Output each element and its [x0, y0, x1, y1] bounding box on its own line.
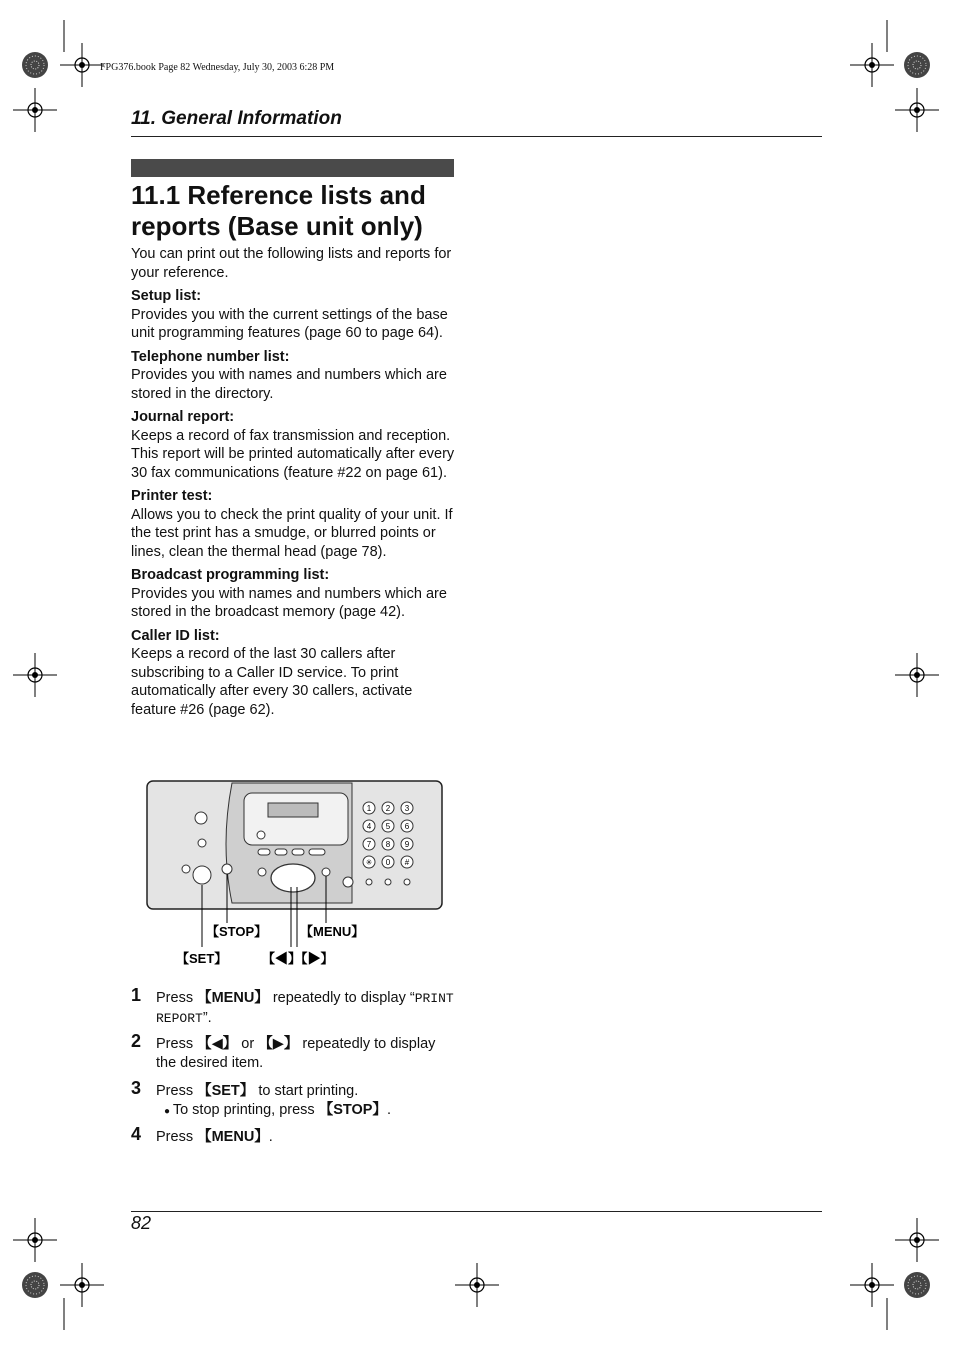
- label-set: 【SET】: [176, 951, 228, 966]
- keypad-key-6: 6: [404, 822, 410, 831]
- entry-telephone-number-list: Telephone number list: Provides you with names and numbers which are stored in the directory.: [131, 348, 447, 402]
- entry-setup-list: Setup list: Provides you with the current settings of the base unit programming features (page 60 to page 64).: [131, 288, 448, 341]
- section-title: 11.1 Reference lists and reports (Base unit only): [131, 180, 426, 241]
- keypad-key-2: 2: [385, 804, 391, 813]
- page-number: 82: [131, 1213, 152, 1233]
- label-menu: 【MENU】: [300, 924, 365, 939]
- section-content: [131, 245, 455, 719]
- footer-rule: [131, 1211, 822, 1212]
- control-panel-illustration: [140, 775, 450, 975]
- step-3-bullet: ● To stop printing, press 【STOP】.: [164, 1101, 391, 1118]
- keypad-key-4: 4: [366, 822, 372, 831]
- label-arrows: 【◀】【▶】: [262, 951, 334, 966]
- header-rule: [131, 136, 822, 137]
- keypad-key-star: ✳: [365, 858, 373, 867]
- entry-caller-id-list: Caller ID list: Keeps a record of the last 30 callers after subscribing to a Caller ID service. To print automatically after every 30 callers, activate feature #26 (page 62).: [131, 627, 413, 718]
- keypad-key-5: 5: [385, 822, 391, 831]
- entry-broadcast-programming-list: Broadcast programming list: Provides you with names and numbers which are stored in the broadcast memory (page 42).: [131, 567, 447, 620]
- label-stop: 【STOP】: [206, 924, 268, 939]
- keypad-key-3: 3: [404, 804, 410, 813]
- keypad-key-hash: #: [404, 858, 410, 867]
- intro-text: You can print out the following lists and reports for your reference.: [131, 246, 452, 281]
- bullet-icon: ●: [164, 1105, 173, 1117]
- keypad-key-7: 7: [366, 840, 372, 849]
- running-head: 11. General Information: [131, 108, 342, 129]
- section-title-bar: [131, 159, 454, 177]
- keypad-key-0: 0: [385, 858, 391, 867]
- keypad-key-1: 1: [366, 804, 372, 813]
- entry-journal-report: Journal report: Keeps a record of fax transmission and reception. This report will be printed automatically after every 30 fax communications (feature #22 on page 61).: [131, 409, 455, 481]
- keypad-key-9: 9: [404, 840, 410, 849]
- keypad-key-8: 8: [385, 840, 391, 849]
- book-header: FPG376.book Page 82 Wednesday, July 30, 2003 6:28 PM: [100, 62, 335, 73]
- entry-printer-test: Printer test: Allows you to check the print quality of your unit. If the test print has a smudge, or blurred points or lines, clean the thermal head (page 78).: [131, 488, 453, 560]
